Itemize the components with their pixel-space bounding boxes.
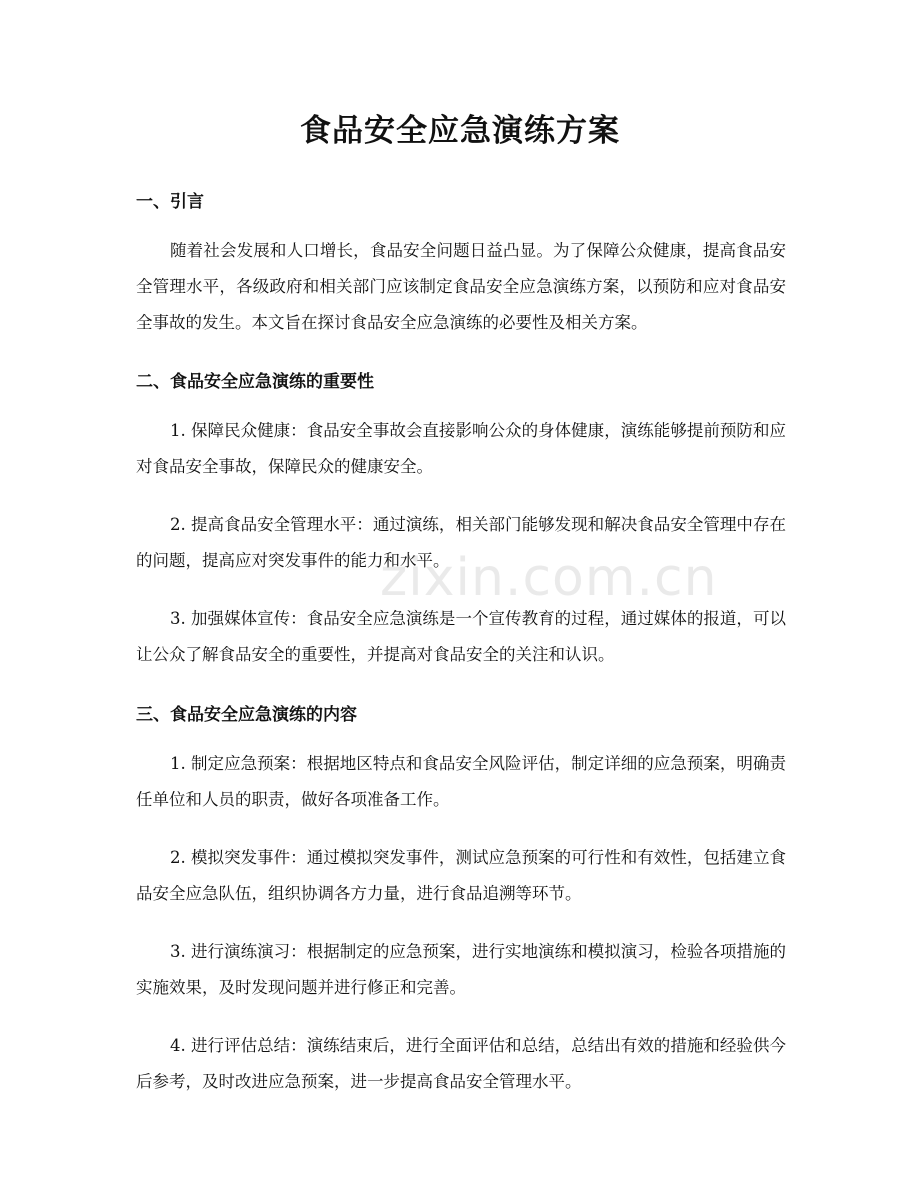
section-heading: 一、引言 xyxy=(136,192,204,212)
section-importance xyxy=(136,363,786,673)
section-introduction xyxy=(136,183,786,341)
section-heading: 二、食品安全应急演练的重要性 xyxy=(136,372,374,392)
list-item: 2. 提高食品安全管理水平：通过演练，相关部门能够发现和解决食品安全管理中存在的问题，提高应对突发事件的能力和水平。 xyxy=(136,515,786,570)
paragraph: 随着社会发展和人口增长，食品安全问题日益凸显。为了保障公众健康，提高食品安全管理水平，各级政府和相关部门应该制定食品安全应急演练方案，以预防和应对食品安全事故的发生。本文旨在探讨食品安全应急演练的必要性及相关方案。 xyxy=(136,241,786,332)
list-item: 4. 进行评估总结：演练结束后，进行全面评估和总结，总结出有效的措施和经验供今后参考，及时改进应急预案，进一步提高食品安全管理水平。 xyxy=(136,1036,786,1091)
document-body xyxy=(136,183,786,1100)
list-item: 3. 加强媒体宣传：食品安全应急演练是一个宣传教育的过程，通过媒体的报道，可以让公众了解食品安全的重要性，并提高对食品安全的关注和认识。 xyxy=(136,609,786,664)
list-item: 1. 保障民众健康：食品安全事故会直接影响公众的身体健康，演练能够提前预防和应对食品安全事故，保障民众的健康安全。 xyxy=(136,421,786,476)
section-heading: 三、食品安全应急演练的内容 xyxy=(136,705,357,725)
list-item: 1. 制定应急预案：根据地区特点和食品安全风险评估，制定详细的应急预案，明确责任单位和人员的职责，做好各项准备工作。 xyxy=(136,754,786,809)
list-item: 3. 进行演练演习：根据制定的应急预案，进行实地演练和模拟演习，检验各项措施的实施效果，及时发现问题并进行修正和完善。 xyxy=(136,942,786,997)
page-title: 食品安全应急演练方案 xyxy=(300,113,620,149)
list-item: 2. 模拟突发事件：通过模拟突发事件，测试应急预案的可行性和有效性，包括建立食品安全应急队伍，组织协调各方力量，进行食品追溯等环节。 xyxy=(136,848,786,903)
watermark: zixin.com.cn xyxy=(380,548,718,608)
section-content xyxy=(136,696,786,1100)
